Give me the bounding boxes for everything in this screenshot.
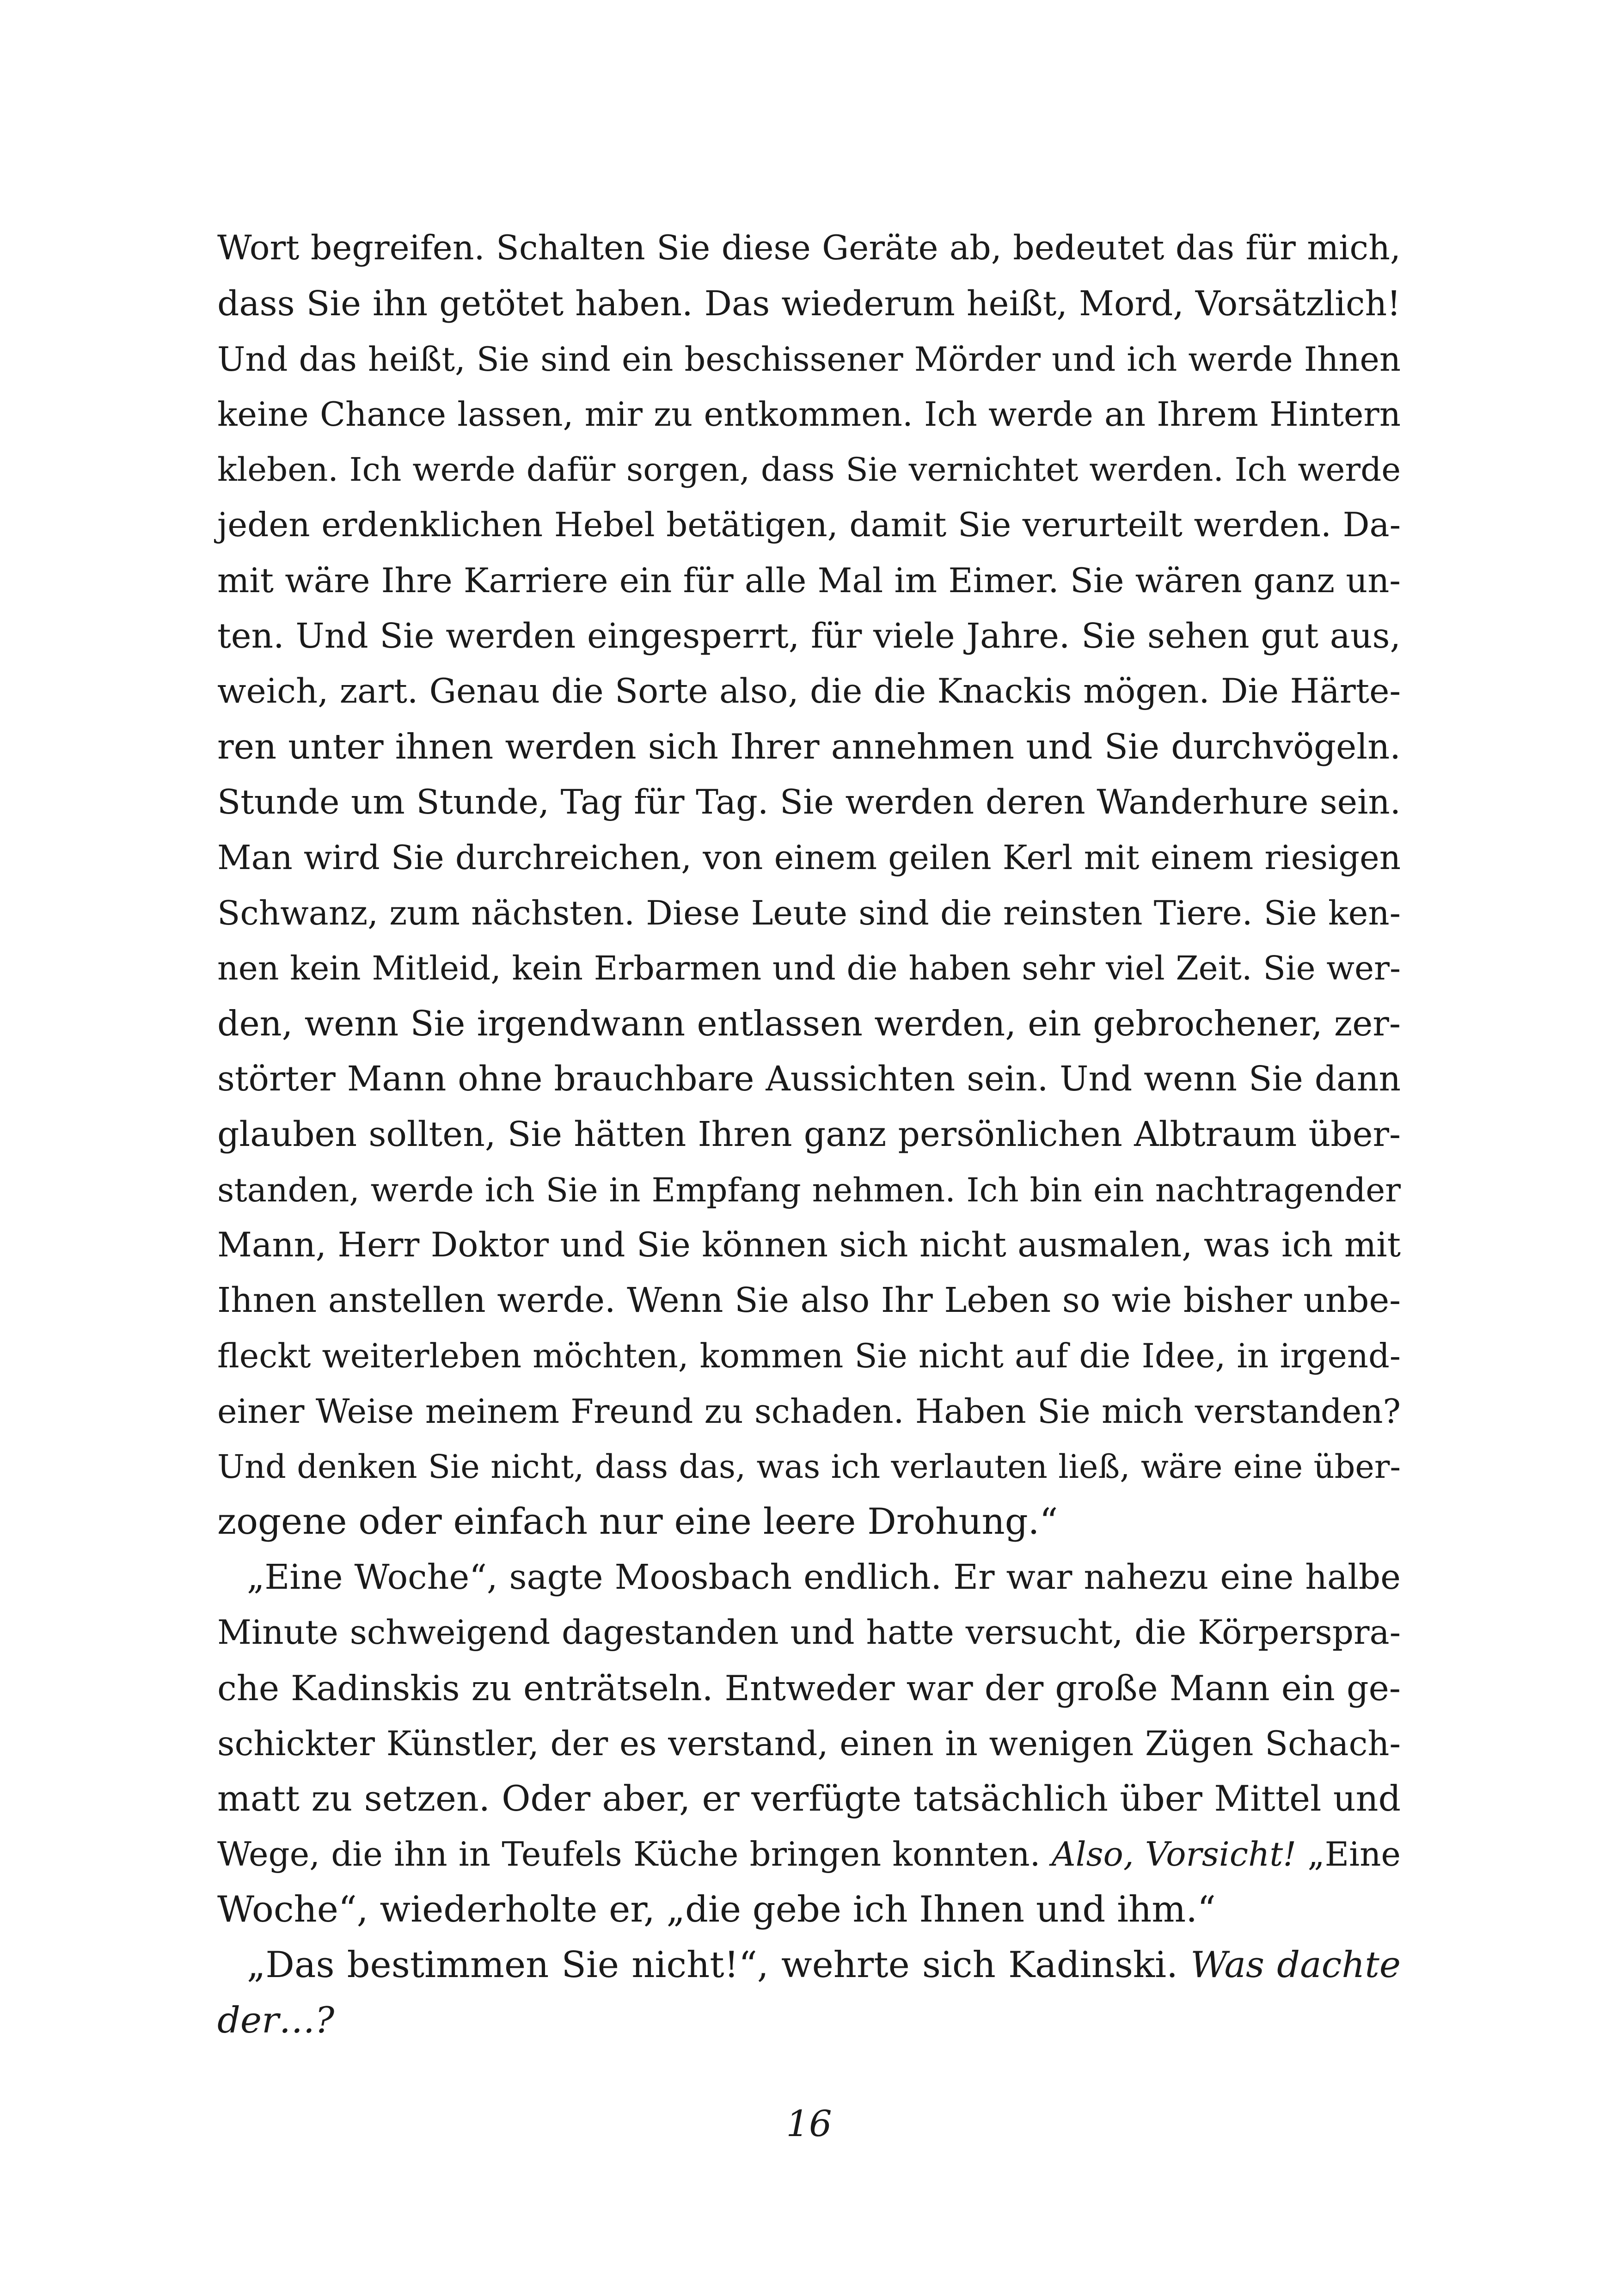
text-segment: „Das bestimmen Sie nicht!“, wehrte sich Kadinski.: [247, 1944, 1191, 1986]
italic-text-segment: Was dachte: [1190, 1944, 1401, 1986]
text-line: Und das heißt, Sie sind ein beschissener Mörder und ich werde Ihnen: [217, 339, 1401, 379]
text-line: [217, 1993, 1401, 2049]
text-line: nen kein Mitleid, kein Erbarmen und die haben sehr viel Zeit. Sie wer-: [217, 949, 1401, 988]
text-line: zogene oder einfach nur eine leere Drohung.“: [217, 1501, 1058, 1543]
text-line: Stunde um Stunde, Tag für Tag. Sie werden deren Wanderhure sein.: [217, 782, 1401, 822]
text-line: Ihnen anstellen werde. Wenn Sie also Ihr Leben so wie bisher unbe-: [217, 1281, 1401, 1321]
text-line: schickter Künstler, der es verstand, einen in wenigen Zügen Schach-: [217, 1724, 1401, 1763]
text-line: standen, werde ich Sie in Empfang nehmen. Ich bin ein nachtragender: [217, 1170, 1401, 1209]
text-segment: „Eine: [1296, 1835, 1401, 1874]
text-line: Und denken Sie nicht, dass das, was ich verlauten ließ, wäre eine über-: [217, 1447, 1401, 1486]
text-line: ren unter ihnen werden sich Ihrer annehmen und Sie durchvögeln.: [217, 727, 1401, 767]
text-line: weich, zart. Genau die Sorte also, die die Knackis mögen. Die Härte-: [217, 672, 1401, 711]
text-line: Woche“, wiederholte er, „die gebe ich Ihnen und ihm.“: [217, 1888, 1216, 1930]
text-line: dass Sie ihn getötet haben. Das wiederum heißt, Mord, Vorsätzlich!: [217, 283, 1401, 324]
text-line: den, wenn Sie irgendwann entlassen werden, ein gebrochener, zer-: [217, 1004, 1401, 1044]
text-line: Wort begreifen. Schalten Sie diese Geräte ab, bedeutet das für mich,: [217, 229, 1401, 268]
text-line: matt zu setzen. Oder aber, er verfügte tatsächlich über Mittel und: [217, 1778, 1401, 1819]
page-number: 16: [786, 2103, 832, 2145]
text-line: fleckt weiterleben möchten, kommen Sie nicht auf die Idee, in irgend-: [217, 1336, 1401, 1375]
text-segment: Wege, die ihn in Teufels Küche bringen konnten.: [217, 1835, 1052, 1874]
text-line: ten. Und Sie werden eingesperrt, für viele Jahre. Sie sehen gut aus,: [217, 616, 1401, 656]
text-line: che Kadinskis zu enträtseln. Entweder war der große Mann ein ge-: [217, 1668, 1401, 1708]
text-line: Man wird Sie durchreichen, von einem geilen Kerl mit einem riesigen: [217, 838, 1401, 877]
text-line: kleben. Ich werde dafür sorgen, dass Sie vernichtet werden. Ich werde: [217, 451, 1401, 489]
text-line: Schwanz, zum nächsten. Diese Leute sind die reinsten Tiere. Sie ken-: [217, 893, 1401, 932]
text-line: Mann, Herr Doktor und Sie können sich nicht ausmalen, was ich mit: [217, 1225, 1401, 1265]
text-line: keine Chance lassen, mir zu entkommen. Ich werde an Ihrem Hintern: [217, 395, 1401, 434]
italic-text-segment: Also, Vorsicht!: [1051, 1835, 1297, 1874]
text-line: [217, 1827, 1401, 1882]
italic-text-segment: der…?: [217, 1999, 335, 2041]
text-line: einer Weise meinem Freund zu schaden. Haben Sie mich verstanden?: [217, 1391, 1401, 1431]
text-line: „Eine Woche“, sagte Moosbach endlich. Er war nahezu eine halbe: [247, 1557, 1401, 1598]
text-line: mit wäre Ihre Karriere ein für alle Mal im Eimer. Sie wären ganz un-: [217, 561, 1401, 600]
text-line: störter Mann ohne brauchbare Aussichten sein. Und wenn Sie dann: [217, 1059, 1401, 1099]
text-line: jeden erdenklichen Hebel betätigen, damit Sie verurteilt werden. Da-: [217, 505, 1401, 545]
body-text: [217, 221, 1401, 2048]
text-line: glauben sollten, Sie hätten Ihren ganz persönlichen Albtraum über-: [217, 1114, 1401, 1154]
text-line: [217, 1938, 1401, 1993]
text-line: Minute schweigend dagestanden und hatte versucht, die Körperspra-: [217, 1613, 1401, 1652]
